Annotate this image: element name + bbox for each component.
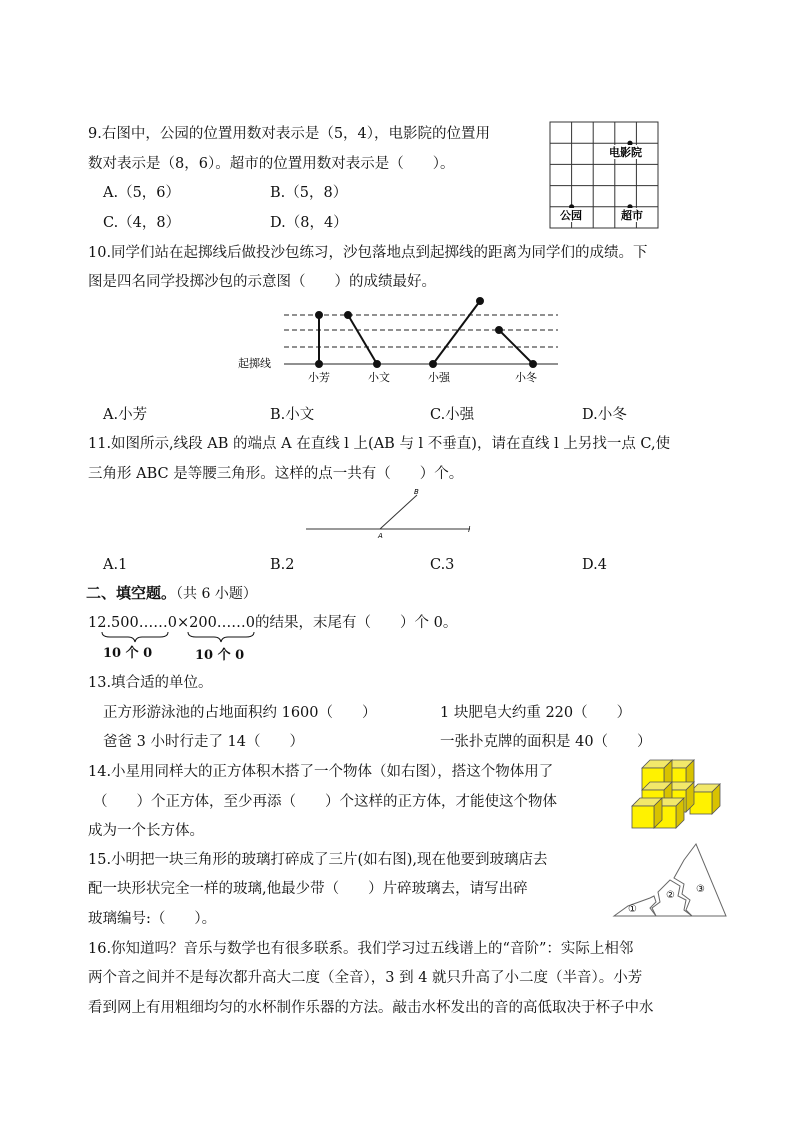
q12-times: ×2 [176,615,199,631]
q11-option-a: A.1 [103,557,128,573]
line-l-label: l [468,525,471,534]
q11-line2: 三角形 ABC 是等腰三角形。这样的点一共有（ ）个。 [88,466,464,482]
q12-brace-label-1: 10 个 0 [103,646,153,661]
q9-option-a: A.（5，6） [103,185,181,201]
q12-suffix: 的结果，末尾有（ ）个 0。 [255,615,458,631]
q9-option-b: B.（5，8） [270,185,348,201]
q14-line2: （ ）个正方体，至少再添（ ）个这样的正方体，才能使这个物体 [93,794,557,810]
q9-option-d: D.（8，4） [270,215,348,231]
section2-note: （共 6 小题） [176,586,257,602]
q10-line2: 图是四名同学投掷沙包的示意图（ ）的成绩最好。 [88,274,436,290]
q11-line-figure [300,485,480,541]
q10-option-c: C.小强 [430,407,475,423]
q12-num1: 00……0 [120,615,177,631]
q10-throw-figure [230,295,570,387]
q11-line1: 11.如图所示,线段 AB 的端点 A 在直线 l 上(AB 与 l 不垂直)，请在直线 l 上另找一点 C,使 [88,436,671,452]
student-label-3: 小强 [428,371,450,384]
q12-braces [100,630,260,644]
q13-title: 13.填合适的单位。 [88,675,213,691]
q14-line1: 14.小星用同样大的正方体积木搭了一个物体（如右图），搭这个物体用了 [88,764,554,780]
glass-piece-1: ① [628,904,637,915]
q16-line1: 16.你知道吗？音乐与数学也有很多联系。我们学习过五线谱上的“音阶”：实际上相邻 [88,941,634,957]
q12-prefix: 12.5 [88,615,121,631]
q13-item-3: 爸爸 3 小时行走了 14（ ） [103,734,305,750]
q13-item-2: 1 块肥皂大约重 220（ ） [440,705,632,721]
glass-piece-3: ③ [696,884,705,895]
q14-cubes-figure [630,758,730,830]
q10-option-d: D.小冬 [582,407,627,423]
q16-line3: 看到网上有用粗细均匀的水杯制作乐器的方法。敲击水杯发出的音的高低取决于杯子中水 [88,1000,654,1016]
market-label: 超市 [621,209,643,222]
student-label-4: 小冬 [515,371,537,384]
section2-title: 二、填空题。 [86,584,177,602]
q11-option-c: C.3 [430,557,455,573]
q9-line2: 数对表示是（8，6）。超市的位置用数对表示是（ ）。 [88,156,455,172]
park-label: 公园 [560,209,582,222]
point-a-label: A [378,532,383,540]
start-line-label: 起掷线 [238,357,271,370]
q14-line3: 成为一个长方体。 [88,823,204,839]
student-label-1: 小芳 [308,371,330,384]
q9-line1: 9.右图中，公园的位置用数对表示是（5，4），电影院的位置用 [88,126,491,142]
q11-option-d: D.4 [582,557,607,573]
q9-grid-figure [548,120,660,232]
q10-line1: 10.同学们站在起掷线后做投沙包练习，沙包落地点到起掷线的距离为同学们的成绩。下 [88,245,648,261]
q10-option-b: B.小文 [270,407,315,423]
q15-line1: 15.小明把一块三角形的玻璃打碎成了三片(如右图),现在他要到玻璃店去 [88,852,548,868]
q9-option-c: C.（4，8） [103,215,181,231]
section2-heading [86,582,257,603]
q13-item-4: 一张扑克牌的面积是 40（ ） [440,734,652,750]
point-b-label: B [414,488,419,496]
cinema-label: 电影院 [609,146,642,159]
q16-line2: 两个音之间并不是每次都升高大二度（全音），3 到 4 就只升高了小二度（半音）。小芳 [88,970,643,986]
q15-line2: 配一块形状完全一样的玻璃,他最少带（ ）片碎玻璃去，请写出碎 [88,881,528,897]
student-label-2: 小文 [368,371,390,384]
q15-line3: 玻璃编号:（ ）。 [88,911,217,927]
q10-option-a: A.小芳 [103,407,148,423]
q12-brace-label-2: 10 个 0 [195,648,245,663]
q13-item-1: 正方形游泳池的占地面积约 1600（ ） [103,705,377,721]
q12-num2: 00……0 [198,615,256,631]
q11-option-b: B.2 [270,557,295,573]
glass-piece-2: ② [666,890,675,901]
q15-glass-figure [612,840,732,920]
